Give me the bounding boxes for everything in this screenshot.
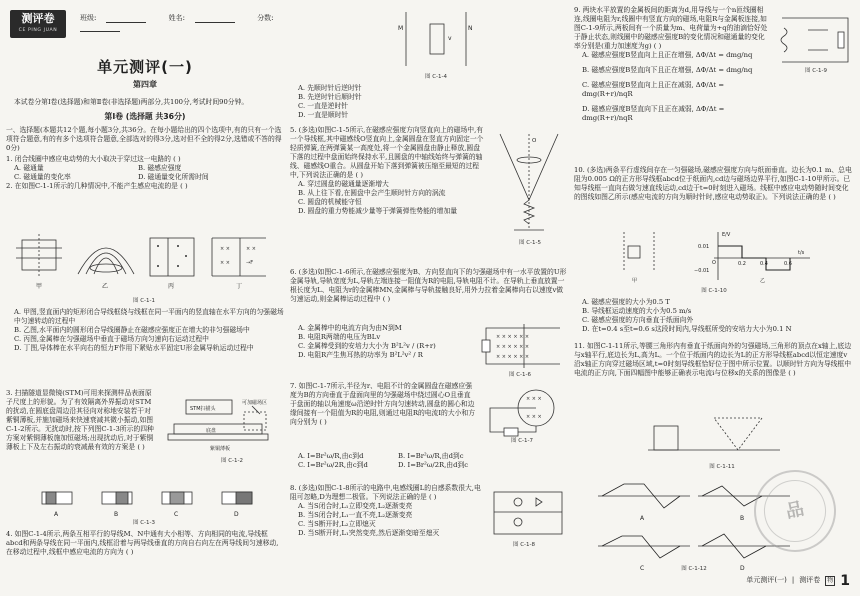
- figure-c-1-7: [486, 386, 566, 438]
- caption-c-1-7: 图 C-1-7: [510, 438, 534, 444]
- subject-icon: 物: [827, 576, 834, 584]
- question-8: 8. (多选)如图C-1-8所示的电路中,电感线圈L的自感系数很大,电阻可忽略,D为理想二极管。下列说法正确的是 ( ) A. 当S闭合时,L₁立即变亮,L₂逐渐变亮 B. 当S闭合时,L₁一直不亮,L₂逐渐变亮 C. 当S断开时,L₂立即熄灭 D. 当S断开时,L₁突然变亮,然后逐渐变暗至熄灭: [290, 484, 486, 538]
- q4-option-a[interactable]: A. 先顺时针后逆时针: [298, 84, 362, 92]
- fig10-origin: O: [712, 260, 716, 266]
- q6-option-a[interactable]: A. 金属棒中的电流方向为由N到M: [298, 324, 402, 332]
- q10-options: [574, 298, 852, 334]
- footer-tag: 测评卷: [799, 576, 821, 585]
- fig5-o: O: [532, 138, 537, 144]
- fig-label-yi: 乙: [102, 283, 109, 290]
- intro-block: [6, 98, 284, 191]
- caption-c-1-6: 图 C-1-6: [508, 372, 532, 378]
- figure-c-1-8: [490, 488, 566, 540]
- figure-c-1-1: [16, 232, 278, 298]
- q2-option-b[interactable]: B. 乙图,水平面内的圆形闭合导线圈静止在磁感应强度正在增大的非匀强磁场中: [14, 325, 250, 334]
- svg-text:× × × × × ×: × × × × × ×: [496, 354, 530, 360]
- fig10-axis-e: E/V: [722, 232, 731, 238]
- fig-label-jia: 甲: [36, 283, 43, 290]
- caption-c-1-5: 图 C-1-5: [518, 240, 542, 246]
- q1-options-row2: [6, 173, 284, 182]
- q1-option-a[interactable]: A. 磁通量: [14, 164, 44, 173]
- fig12-opt-c: C: [640, 565, 645, 572]
- q2-option-a[interactable]: A. 甲图,竖直面内的矩形闭合导线框绕与线框在同一平面内的竖直轴在水平方向的匀强磁场中匀速转动的过程中: [14, 308, 284, 325]
- q9-option-d[interactable]: D. 磁感应强度B竖直向下且正在减弱, ΔΦ/Δt = dmg(R+r)/nqR: [582, 104, 725, 122]
- logo-text: 测评卷: [21, 12, 55, 25]
- q9-option-a[interactable]: A. 磁感应强度B竖直向上且正在增强, ΔΦ/Δt = dmg/nq: [582, 50, 753, 59]
- question-11: 11. 如图C-1-11所示,等腰三角形内有垂直于纸面向外的匀强磁场,三角形的顶点在x轴上,底边与x轴平行,底边长为L,高为L。一个位于纸面内的边长为L的正方形导线框abcd以恒定速度v沿x轴正方向穿过磁场区域,t=0时刻导线框恰好位于图中所示位置。以顺时针方向为导线框中电流的正方向,下面四幅图中能够正确表示电流i与位移x的关系的图像是 ( ): [574, 342, 852, 377]
- class-field[interactable]: [80, 14, 156, 22]
- q6-option-d[interactable]: D. 电阻R产生焦耳热的功率为 B²L²v² / R: [298, 350, 423, 359]
- fig10-label-jia: 甲: [632, 278, 638, 284]
- svg-text:× × × × × ×: × × × × × ×: [496, 334, 530, 340]
- question-2: 2. 在如图C-1-1所示的几种情况中,不能产生感应电流的是 ( ): [6, 182, 188, 191]
- question-7: 7. 如图C-1-7所示,半径为r、电阻不计的金属圆盘在磁感应强度为B的方向垂直于盘面向里的匀强磁场中绕过圆心O且垂直于盘面的轴以角速度ω沿逆时针方向匀速转动,圆盘的圆心和边缘间接有一个阻值为R的电阻,则通过电阻R的电流I的大小和方向分别为 ( ): [290, 382, 476, 426]
- q1-option-c[interactable]: C. 磁通量的变化率: [14, 173, 71, 182]
- fig-label-bing: 丙: [168, 283, 175, 290]
- q10-option-a[interactable]: A. 磁感应强度的大小为0.5 T: [582, 298, 670, 306]
- q8-option-a[interactable]: A. 当S闭合时,L₁立即变亮,L₂逐渐变亮: [298, 501, 413, 510]
- column-middle: [290, 6, 568, 570]
- fig4-v: v: [448, 35, 452, 42]
- figure-c-1-2: [166, 392, 282, 456]
- q4-option-c[interactable]: C. 一直是逆时针: [298, 101, 349, 110]
- q1-option-d[interactable]: D. 磁通量变化所需时间: [138, 173, 209, 182]
- q10-option-c[interactable]: C. 磁感应强度的方向垂直于纸面向外: [582, 315, 694, 324]
- fig-label-ding: 丁: [236, 283, 243, 290]
- q7-option-a[interactable]: A. I=Br²ω/R,由c到d: [298, 452, 364, 460]
- caption-c-1-10: 图 C-1-10: [701, 288, 727, 294]
- fig-copper-label: 紫铜薄板: [210, 446, 231, 452]
- intro-text: 本试卷分第Ⅰ卷(选择题)和第Ⅱ卷(非选择题)两部分,共100分,考试时间90分钟。: [14, 98, 249, 106]
- student-info-row: [80, 14, 284, 32]
- q2-option-d[interactable]: D. 丁图,导体棒在水平向右的恒力F作用下紧贴水平固定U形金属导轨运动过程中: [14, 343, 254, 352]
- fig3-opt-a: A: [54, 511, 59, 518]
- fig3-opt-d: D: [234, 511, 239, 518]
- figure-c-1-6: [480, 324, 564, 372]
- instructions: 一、选择题(本题共12个题,每小题3分,共36分。在每小题给出的四个选项中,有的只有一个选项符合题意,有的有多个选项符合题意,全部选对的得3分,选对但不全的得2分,选错或不答的得0分): [6, 126, 282, 153]
- fig-area-label: 可加磁场区: [242, 400, 268, 406]
- caption-c-1-2: 图 C-1-2: [220, 458, 244, 464]
- fig10-tick-02: 0.2: [738, 261, 746, 267]
- q5-option-b[interactable]: B. 从上往下看,在圆盘中会产生顺时针方向的涡流: [298, 188, 446, 197]
- footer-unit: 单元测评(一): [746, 576, 787, 585]
- page-number: 1: [840, 572, 850, 589]
- caption-c-1-9: 图 C-1-9: [804, 68, 828, 74]
- q10-option-b[interactable]: B. 导线框运动速度的大小为0.5 m/s: [582, 306, 692, 315]
- score-label: 分数:: [257, 14, 274, 22]
- question-1: 1. 闭合线圈中感应电动势的大小取决于穿过这一电路的 ( ): [6, 155, 181, 164]
- q2-options: [6, 308, 284, 353]
- fig-plate-label: 底盘: [206, 428, 217, 434]
- fig-stm-label: STM扫描头: [190, 406, 216, 412]
- figure-c-1-3: [36, 486, 266, 524]
- fig12-opt-a: A: [640, 515, 645, 522]
- q7-option-c[interactable]: C. I=Br²ω/2R,由c到d: [298, 460, 368, 469]
- q9-option-b[interactable]: B. 磁感应强度B竖直向下且正在增强, ΔΦ/Δt = dmg/nq: [582, 65, 753, 74]
- q5-option-d[interactable]: D. 圆盘的重力势能减少量等于弹簧弹性势能的增加量: [298, 206, 458, 215]
- fig10-tick-neg: −0.01: [694, 268, 710, 274]
- question-10: 10. (多选)两条平行虚线间存在一匀强磁场,磁感应强度方向与纸面垂直。边长为0.1 m、总电阻为0.005 Ω的正方形导线框abcd位于纸面内,cd边与磁场边界平行,如图C-1-10甲所示。已知导线框一直向右做匀速直线运动,cd边于t=0时刻进入磁场。线框中感应电动势随时间变化的图线如图乙所示(感应电流的方向为顺时针时,感应电动势取正)。下列说法正确的是 ( ): [574, 166, 852, 201]
- q4-option-d[interactable]: D. 一直是顺时针: [298, 110, 349, 119]
- name-label: 姓名:: [168, 14, 185, 22]
- svg-text:× × ×: × × ×: [526, 396, 542, 402]
- q8-option-b[interactable]: B. 当S闭合时,L₁一直不亮,L₂逐渐变亮: [298, 510, 413, 519]
- q8-option-c[interactable]: C. 当S断开时,L₂立即熄灭: [298, 519, 376, 528]
- name-field[interactable]: [169, 14, 245, 22]
- figure-c-1-5: [494, 130, 564, 240]
- svg-text:→F: →F: [246, 260, 254, 266]
- fig3-opt-b: B: [114, 511, 119, 518]
- q6-options: [290, 324, 470, 360]
- caption-c-1-12: 图 C-1-12: [681, 566, 707, 572]
- fig10-tick-04: 0.4: [760, 261, 768, 267]
- figure-c-1-11: [644, 406, 784, 464]
- question-4: 4. 如图C-1-4所示,两条互相平行的导线M、N中通有大小相等、方向相同的电流,导线框abcd和两条导线在同一平面内,线框沿着与两导线垂直的方向自右向左在两导线间匀速移动,在移动过程中,线框中感应电流的方向为 ( ): [6, 530, 279, 556]
- svg-text:× ×: × ×: [220, 260, 230, 266]
- page-footer: 单元测评(一) | 测评卷 物 1: [746, 572, 850, 589]
- q6-option-b[interactable]: B. 电阻R两端的电压为BLv: [298, 332, 381, 341]
- logo-subtext: CE PING JUAN: [18, 28, 58, 33]
- caption-c-1-1: 图 C-1-1: [132, 298, 156, 304]
- fig4-m: M: [398, 25, 404, 32]
- fig10-tick-pos: 0.01: [698, 244, 710, 250]
- quality-stamp: 品: [746, 462, 843, 559]
- q8-option-d[interactable]: D. 当S断开时,L₁突然变亮,然后逐渐变暗至熄灭: [298, 528, 440, 537]
- svg-text:× × × × × ×: × × × × × ×: [496, 344, 530, 350]
- fig3-opt-c: C: [174, 511, 179, 518]
- q10-option-d[interactable]: D. 在t=0.4 s至t=0.6 s这段时间内,导线框所受的安培力大小为0.1 N: [582, 324, 792, 333]
- q2-option-c[interactable]: C. 丙图,金属棒在匀强磁场中垂直于磁场方向匀速向右运动过程中: [14, 334, 209, 343]
- figure-c-1-9: [778, 12, 852, 68]
- class-label: 班级:: [80, 14, 97, 22]
- q4-option-b[interactable]: B. 先逆时针后顺时针: [298, 92, 362, 101]
- caption-c-1-8: 图 C-1-8: [512, 542, 536, 548]
- page-title: 单元测评(一): [97, 58, 193, 76]
- q7-option-b[interactable]: B. I=Br²ω/R,由d到c: [398, 452, 464, 460]
- q1-option-b[interactable]: B. 磁感应强度: [138, 164, 182, 173]
- q7-option-d[interactable]: D. I=Br²ω/2R,由d到c: [398, 460, 469, 469]
- fig12-opt-d: D: [740, 565, 745, 572]
- chapter-title: 第四章: [133, 80, 157, 89]
- fig4-n: N: [468, 25, 473, 32]
- figure-c-1-10: [614, 228, 814, 286]
- q9-option-c[interactable]: C. 磁感应强度B竖直向上且正在减弱, ΔΦ/Δt = dmg(R+r)/nqR: [582, 80, 725, 98]
- fig12-opt-b: B: [740, 515, 745, 522]
- column-left: [6, 6, 284, 570]
- svg-text:× ×: × ×: [220, 246, 230, 252]
- brand-logo: [10, 10, 66, 38]
- caption-c-1-11: 图 C-1-11: [709, 464, 735, 470]
- question-9: 9. 两块水平放置的金属板间的距离为d,用导线与一个n匝线圈相连,线圈电阻为r,线圈中有竖直方向的磁场,电阻R与金属板连接,如图C-1-9所示,两板间有一个质量为m、电荷量为+q的油滴恰好处于静止状态,则线圈中的磁感应强度B的变化情况和磁通量的变化率分别是(重力加速度为g) ( ) A. 磁感应强度B竖直向上且正在增强, ΔΦ/Δt = dmg/nq B. 磁感应强度B竖直向下且正在增强, ΔΦ/Δt = dmg/nq C. 磁感应强度B竖直向上且正在减弱, ΔΦ/Δt = dmg(R+r)/nqR D. 磁感应强度B竖直向下且正在减弱, ΔΦ/Δt = dmg(R+r)/nqR: [574, 6, 770, 123]
- q1-options-row1: [6, 164, 284, 173]
- q5-option-c[interactable]: C. 圆盘的机械能守恒: [298, 197, 362, 206]
- q4-options: [290, 84, 568, 120]
- svg-text:× × ×: × × ×: [526, 414, 542, 420]
- q7-options: [290, 452, 490, 470]
- caption-c-1-4: 图 C-1-4: [424, 74, 448, 80]
- caption-c-1-3: 图 C-1-3: [132, 520, 156, 526]
- fig10-axis-t: t/s: [798, 250, 805, 256]
- question-5: 5. (多选)如图C-1-5所示,在磁感应强度方向竖直向上的磁场中,有一个导线框,其中磁感线O竖直向上,金属圆盘在竖直方向固定一个轻质弹簧,在两弹簧某一高度处,将一个金属圆盘由静止释放,圆盘下落的过程中盘面始终保持水平,且圆盘的中轴线始终与弹簧的轴线、磁感线O重合。从圆盘开始下落到弹簧被压缩至最短的过程中,下列说法正确的是 ( ) A. 穿过圆盘的磁通量逐渐增大 B. 从上往下看,在圆盘中会产生顺时针方向的涡流 C. 圆盘的机械能守恒 D. 圆盘的重力势能减少量等于弹簧弹性势能的增加量: [290, 126, 486, 216]
- section-heading: 第Ⅰ卷 (选择题 共36分): [104, 111, 186, 121]
- fig10-tick-06: 0.6: [784, 261, 792, 267]
- question-3: 3. 扫描隧道显微镜(STM)可用来探测样品表面原子尺度上的形貌。为了有效隔离外界振动对STM的扰动,在圆底盘周边沿其径向对称地安装若干对紫铜薄板,并施加磁场来快速衰减其微小振动,如图C-1-2所示。无扰动时,按下列图C-1-3所示的四种方案对紫铜薄板施加恒磁场;出现扰动后,对于紫铜薄板上下及左右振动的衰减最有效的方案是 ( ): [6, 389, 154, 451]
- figure-c-1-4: [396, 10, 476, 70]
- question-6: 6. (多选)如图C-1-6所示,在磁感应强度为B、方向竖直向下的匀强磁场中有一水平放置的U形金属导轨,导轨宽度为L,导轨左端连接一阻值为R的电阻,导轨电阻不计。在导轨上垂直放置一根长度为L、电阻为r的金属棒MN,金属棒与导轨接触良好,用外力拉着金属棒向右以速度v做匀速运动,则金属棒运动过程中 ( ): [290, 268, 567, 303]
- q5-option-a[interactable]: A. 穿过圆盘的磁通量逐渐增大: [298, 179, 389, 188]
- q6-option-c[interactable]: C. 金属棒受到的安培力大小为 B²L²v / (R+r): [298, 341, 436, 350]
- svg-text:× ×: × ×: [246, 246, 256, 252]
- fig10-label-yi: 乙: [760, 278, 766, 284]
